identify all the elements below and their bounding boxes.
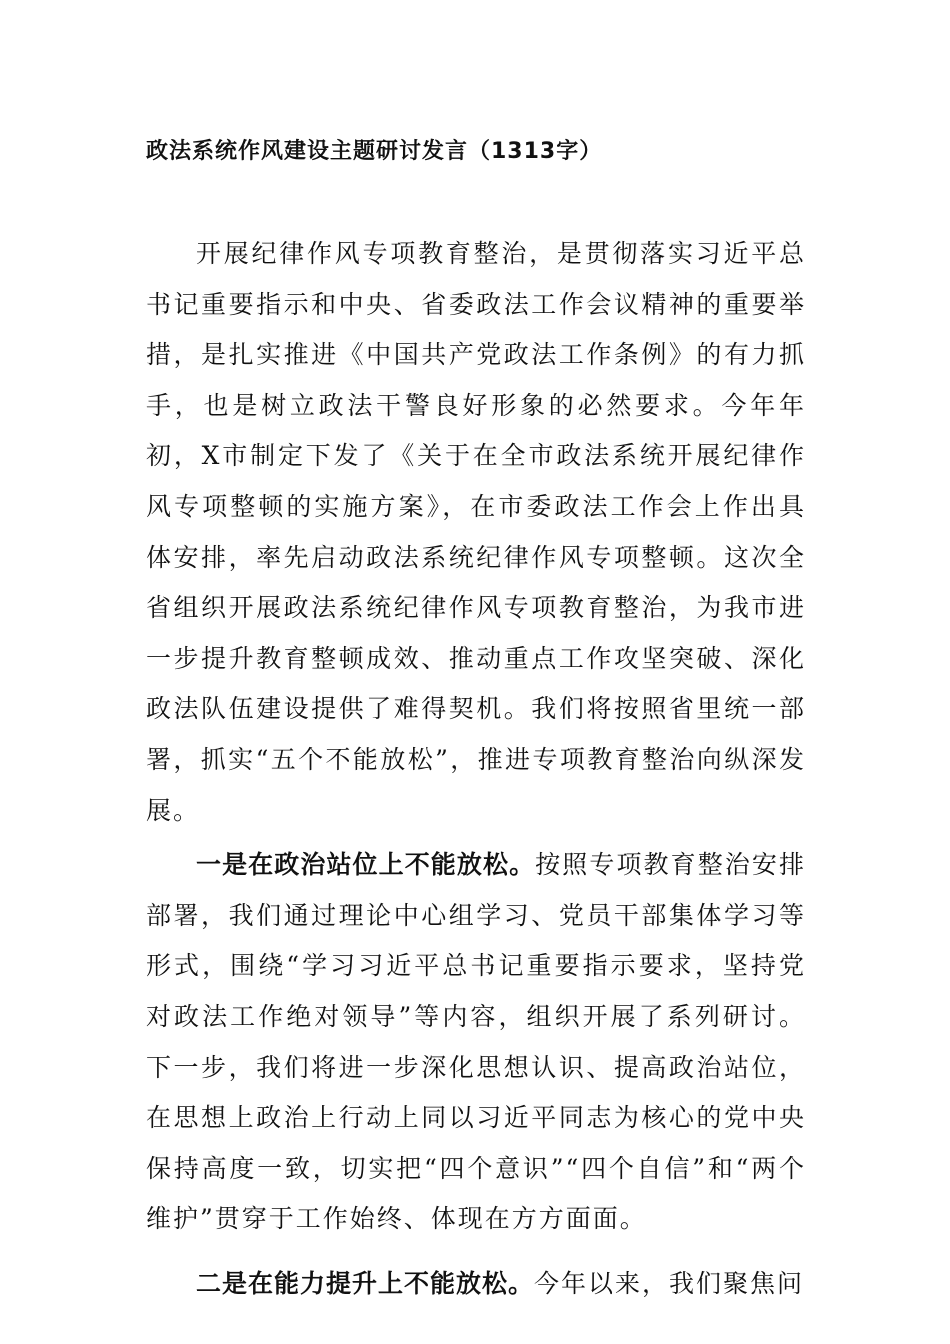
paragraph-political-stance (146, 840, 806, 1245)
document-body (146, 229, 806, 1309)
paragraph-capability-text: 今年以来，我们聚焦问 (534, 1268, 805, 1298)
paragraph-intro-text: 开展纪律作风专项教育整治，是贯彻落实习近平总书记重要指示和中央、省委政法工作会议精神的重要举措，是扎实推进《中国共产党政法工作条例》的有力抓手，也是树立政法干警良好形象的必然要求。今年年初，X市制定下发了《关于在全市政法系统开展纪律作风专项整顿的实施方案》，在市委政法工作会上作出具体安排，率先启动政法系统纪律作风专项整顿。这次全省组织开展政法系统纪律作风专项教育整治，为我市进一步提升教育整顿成效、推动重点工作攻坚突破、深化政法队伍建设提供了难得契机。我们将按照省里统一部署，抓实“五个不能放松”，推进专项教育整治向纵深发展。 (146, 239, 806, 825)
paragraph-intro (146, 229, 806, 836)
paragraph-political-stance-text: 按照专项教育整治安排部署，我们通过理论中心组学习、党员干部集体学习等形式，围绕“学习习近平总书记重要指示要求，坚持党对政法工作绝对领导”等内容，组织开展了系列研讨。下一步，我们将进一步深化思想认识、提高政治站位，在思想上政治上行动上同以习近平同志为核心的党中央保持高度一致，切实把“四个意识”“四个自信”和“两个维护”贯穿于工作始终、体现在方方面面。 (146, 850, 806, 1234)
paragraph-capability (146, 1259, 806, 1310)
paragraph-political-stance-lead: 一是在政治站位上不能放松。 (196, 850, 536, 880)
paragraph-capability-lead: 二是在能力提升上不能放松。 (196, 1268, 535, 1298)
document-title: 政法系统作风建设主题研讨发言（1313字） (146, 139, 603, 164)
